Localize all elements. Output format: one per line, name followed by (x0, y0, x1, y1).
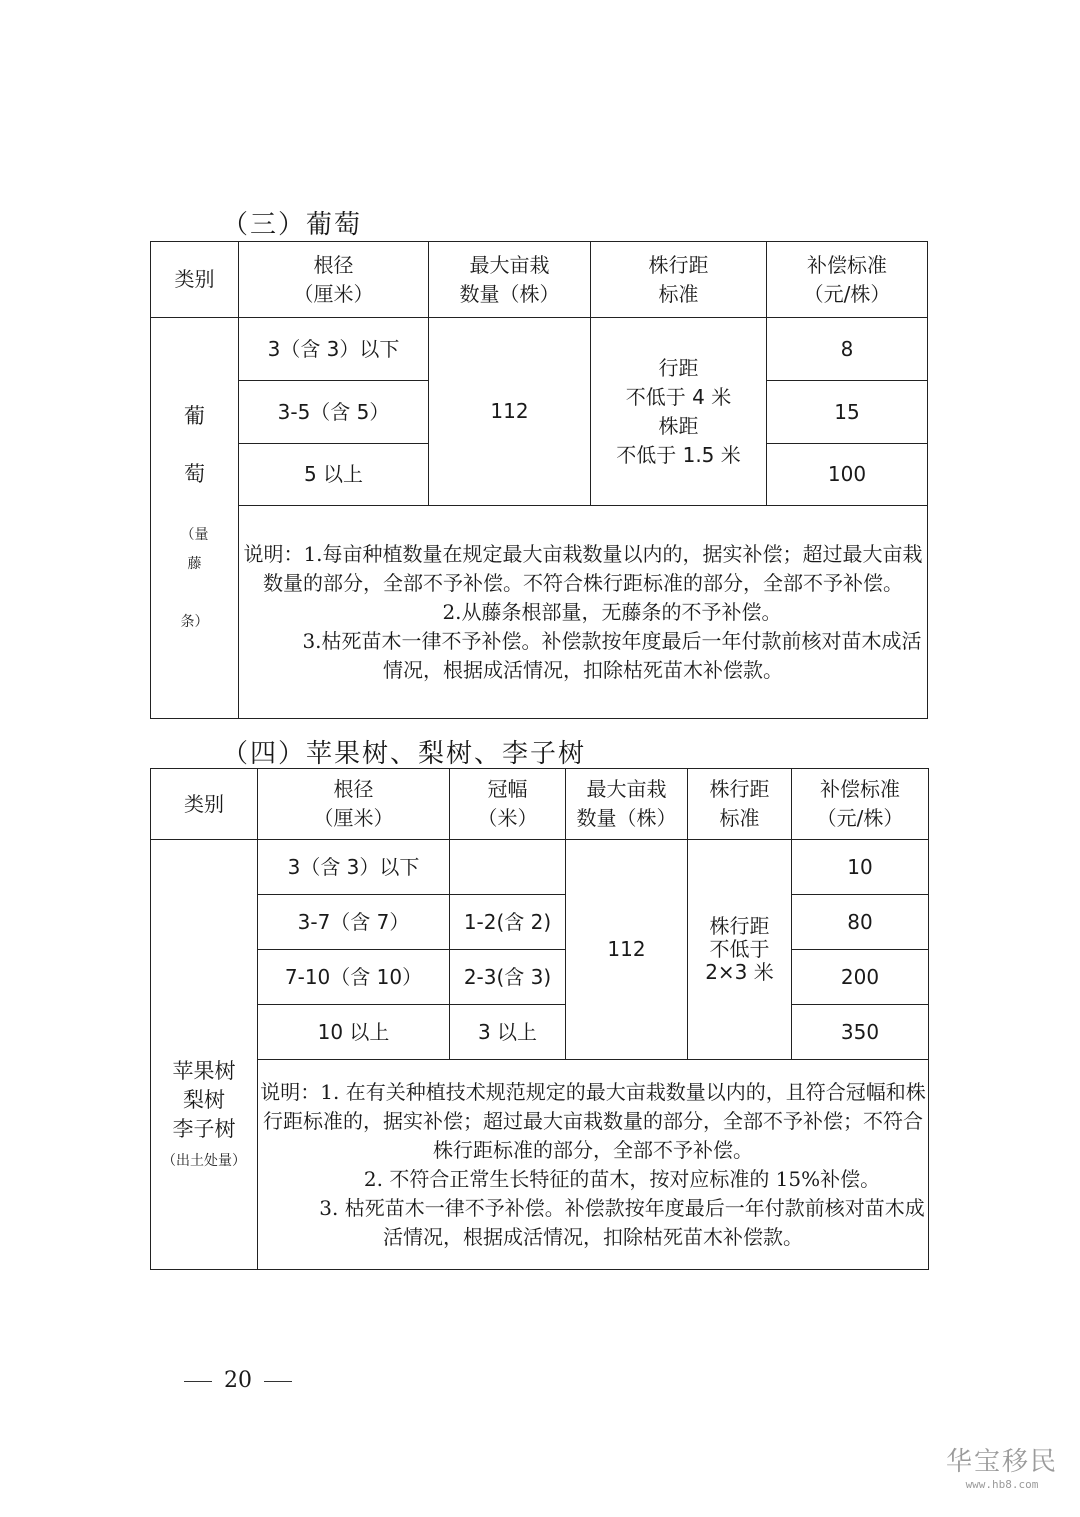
spacing-cell: 株行距 不低于 2×3 米 (688, 840, 792, 1060)
header-max-quantity: 最大亩栽 数量（株） (566, 769, 688, 840)
compensation-cell: 350 (792, 1005, 929, 1060)
section-4-title: （四）苹果树、梨树、李子树 (222, 739, 587, 769)
header-compensation: 补偿标准 （元/株） (792, 769, 929, 840)
section-3-title: （三）葡萄 (222, 210, 363, 240)
fruit-tree-compensation-table (150, 768, 929, 1270)
notes-row (151, 1060, 929, 1270)
diameter-cell: 3-5（含 5） (239, 381, 429, 444)
compensation-cell: 15 (767, 381, 928, 444)
note-2: 2. 不符合正常生长特征的苗木，按对应标准的 15%补偿。 (363, 1166, 881, 1191)
header-crown: 冠幅 （米） (450, 769, 566, 840)
spacing-cell: 行距 不低于 4 米 株距 不低于 1.5 米 (591, 318, 767, 506)
note-1: 说明：1.每亩种植数量在规定最大亩栽数量以内的，据实补偿；超过最大亩栽数量的部分，全部不予补偿。不符合株行距标准的部分，全部不予补偿。 (243, 541, 923, 595)
header-compensation: 补偿标准 （元/株） (767, 242, 928, 318)
max-quantity-cell: 112 (566, 840, 688, 1060)
header-diameter: 根径 （厘米） (239, 242, 429, 318)
notes-cell (258, 1060, 929, 1270)
note-3: 3. 枯死苗木一律不予补偿。补偿款按年度最后一年付款前核对苗木成活情况，根据成活情况，扣除枯死苗木补偿款。 (319, 1195, 925, 1249)
watermark-text: 华宝移民 (945, 1447, 1058, 1477)
header-spacing: 株行距 标准 (688, 769, 792, 840)
note-1: 说明：1. 在有关种植技术规范规定的最大亩栽数量以内的，且符合冠幅和株行距标准的，据实补偿；超过最大亩栽数量的部分，全部不予补偿；不符合株行距标准的部分，全部不予补偿。 (260, 1079, 926, 1162)
crown-cell: 2-3(含 3) (450, 950, 566, 1005)
diameter-cell: 3（含 3）以下 (239, 318, 429, 381)
diameter-cell: 7-10（含 10） (258, 950, 450, 1005)
table-row (151, 895, 929, 950)
crown-cell: 1-2(含 2) (450, 895, 566, 950)
table-row (151, 840, 929, 895)
table-row (151, 1005, 929, 1060)
notes-cell (239, 506, 928, 719)
diameter-cell: 5 以上 (239, 444, 429, 506)
diameter-cell: 10 以上 (258, 1005, 450, 1060)
table-row (151, 318, 928, 381)
page-dash-right (264, 1381, 292, 1382)
diameter-cell: 3（含 3）以下 (258, 840, 450, 895)
diameter-cell: 3-7（含 7） (258, 895, 450, 950)
note-2: 2.从藤条根部量，无藤条的不予补偿。 (442, 599, 782, 624)
table-header-row (151, 242, 928, 318)
header-diameter: 根径 （厘米） (258, 769, 450, 840)
compensation-cell: 200 (792, 950, 929, 1005)
table-header-row (151, 769, 929, 840)
crown-cell: 3 以上 (450, 1005, 566, 1060)
header-category: 类别 (151, 242, 239, 318)
page-dash-left (184, 1381, 212, 1382)
watermark-url: www.hb8.com (965, 1478, 1039, 1491)
watermark-logo (946, 1441, 1058, 1491)
header-spacing: 株行距 标准 (591, 242, 767, 318)
table-row (151, 950, 929, 1005)
compensation-cell: 80 (792, 895, 929, 950)
header-max-quantity: 最大亩栽 数量（株） (429, 242, 591, 318)
crown-cell (450, 840, 566, 895)
category-cell: 葡 萄 （量藤 条） (151, 318, 239, 719)
compensation-cell: 10 (792, 840, 929, 895)
compensation-cell: 100 (767, 444, 928, 506)
notes-row (151, 506, 928, 719)
max-quantity-cell: 112 (429, 318, 591, 506)
page-number: 20 (172, 1368, 304, 1393)
note-3: 3.枯死苗木一律不予补偿。补偿款按年度最后一年付款前核对苗木成活情况，根据成活情况，扣除枯死苗木补偿款。 (302, 628, 922, 682)
grape-compensation-table (150, 241, 928, 719)
header-category: 类别 (151, 769, 258, 840)
category-cell: 苹果树 梨树 李子树 （出土处量） (151, 840, 258, 1270)
compensation-cell: 8 (767, 318, 928, 381)
